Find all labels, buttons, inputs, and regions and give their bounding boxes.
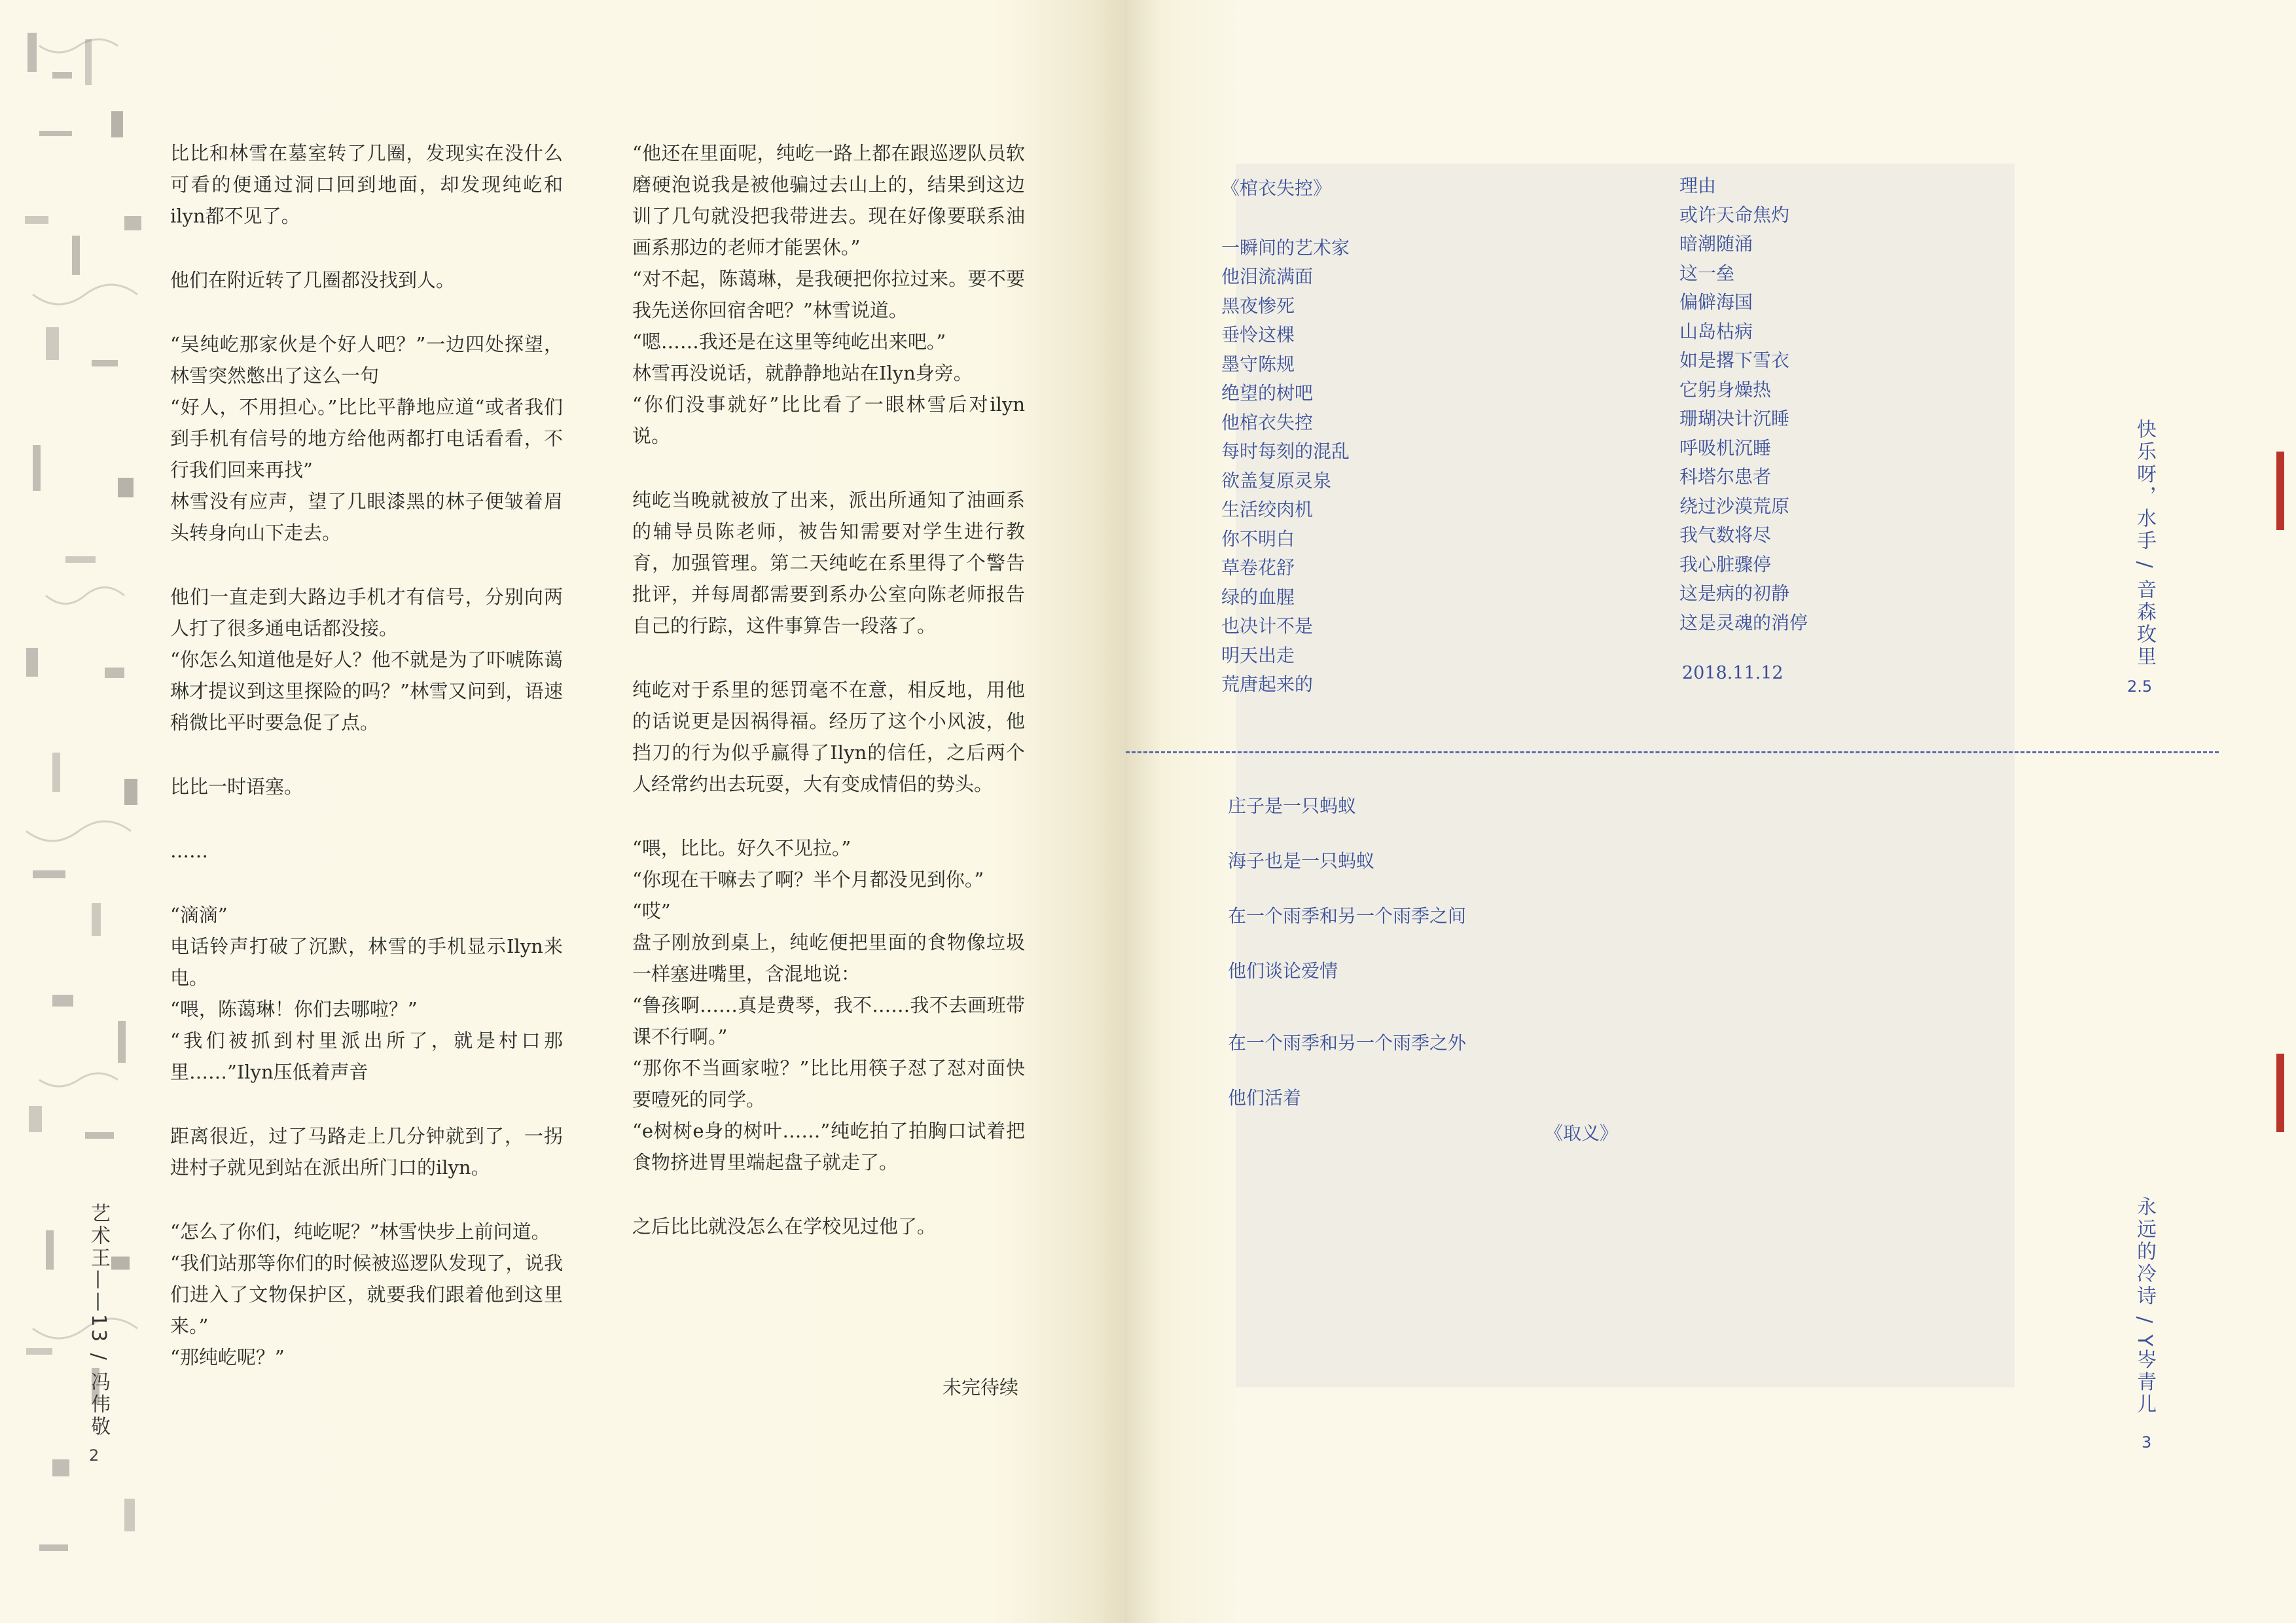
paragraph: 比比一时语塞。 (170, 776, 304, 798)
poem-line: 欲盖复原灵泉 (1221, 469, 1332, 491)
poem-line: 绝望的树吧 (1221, 382, 1314, 404)
right-section-number: 2.5 (2127, 677, 2153, 696)
poem-line: 他们谈论爱情 (1228, 960, 1338, 982)
paragraph: “喂，比比。好久不见拉。” (632, 837, 852, 859)
paragraph: “嗯……我还是在这里等纯屹出来吧。” (632, 330, 946, 353)
poem-line: 他泪流满面 (1221, 266, 1314, 287)
paragraph: “吴纯屹那家伙是个好人吧？”一边四处探望，林雪突然憋出了这么一句 (170, 333, 563, 387)
poem-line: 暗潮随涌 (1679, 233, 1753, 255)
poem-line: 这是病的初静 (1679, 582, 1790, 604)
story-column-1 (170, 137, 563, 1373)
paragraph: 林雪没有应声，望了几眼漆黑的林子便皱着眉头转身向山下走去。 (170, 490, 563, 544)
paragraph: “你怎么知道他是好人？他不就是为了吓唬陈蔼琳才提议到这里探险的吗？”林雪又问到，语速稍微比平时要急促了点。 (170, 649, 563, 734)
poem-line: 这是灵魂的消停 (1679, 611, 1808, 633)
poem-line: 理由 (1679, 175, 1717, 196)
paragraph: “那你不当画家啦？”比比用筷子怼了怼对面快要噎死的同学。 (632, 1057, 1025, 1111)
paragraph: “你现在干嘛去了啊？半个月都没见到你。” (632, 868, 984, 891)
paragraph: “怎么了你们，纯屹呢？”林雪快步上前问道。 (170, 1221, 550, 1243)
poem-line: 或许天命焦灼 (1679, 204, 1790, 226)
poem-2 (1228, 792, 1466, 1139)
right-running-title-2: 永远的冷诗 / Y岑青儿 (2133, 1196, 2156, 1416)
poem-line: 这一垒 (1679, 262, 1735, 284)
paragraph: “他还在里面呢，纯屹一路上都在跟巡逻队员软磨硬泡说我是被他骗过去山上的，结果到这边训了几句就没把我带进去。现在好像要联系油画系那边的老师才能罢休。” (632, 142, 1025, 259)
poem-line: 也决计不是 (1221, 615, 1314, 637)
paragraph: “我们站那等你们的时候被巡逻队发现了，说我们进入了文物保护区，就要我们跟着他到这里来。” (170, 1252, 563, 1337)
paragraph: “我们被抓到村里派出所了，就是村口那里……”Ilyn压低着声音 (170, 1029, 563, 1083)
poem-line: 绕过沙漠荒原 (1679, 495, 1790, 517)
poem-line: 他棺衣失控 (1221, 411, 1314, 433)
paragraph: 电话铃声打破了沉默，林雪的手机显示Ilyn来电。 (170, 935, 563, 989)
poem-line: 生活绞肉机 (1221, 499, 1314, 520)
poem-line: 在一个雨季和另一个雨季之间 (1228, 905, 1467, 927)
poem-line: 草卷花舒 (1221, 557, 1295, 579)
poem-line: 海子也是一只蚂蚁 (1228, 850, 1375, 872)
dashed-divider (1126, 751, 2219, 753)
poem-line: 在一个雨季和另一个雨季之外 (1228, 1032, 1467, 1054)
poem-line: 明天出走 (1221, 644, 1295, 666)
poem-line: 偏僻海国 (1679, 291, 1753, 313)
paragraph: 距离很近，过了马路走上几分钟就到了，一拐进村子就见到站在派出所门口的ilyn。 (170, 1125, 563, 1179)
paragraph: “滴滴” (170, 904, 228, 926)
paragraph: “那纯屹呢？” (170, 1346, 285, 1368)
poem-line: 科塔尔患者 (1679, 466, 1772, 488)
to-be-continued: 未完待续 (942, 1376, 1019, 1399)
paragraph: “哎” (632, 900, 671, 922)
paragraph: 纯屹对于系里的惩罚毫不在意，相反地，用他的话说更是因祸得福。经历了这个小风波，他挡刀的行为似乎赢得了Ilyn的信任，之后两个人经常约出去玩耍，大有变成情侣的势头。 (632, 679, 1025, 795)
poem-1-title: 《棺衣失控》 (1221, 177, 1332, 199)
poem-line: 呼吸机沉睡 (1679, 437, 1772, 459)
paragraph: “喂，陈蔼琳！你们去哪啦？” (170, 998, 418, 1020)
paragraph: 他们在附近转了几圈都没找到人。 (170, 269, 456, 291)
poem-line: 它躬身燥热 (1679, 378, 1772, 401)
poem-background-panel (1236, 164, 2015, 1387)
right-running-title-1: 快乐呀，水手 / 音森玫里 (2133, 419, 2156, 669)
paragraph: 纯屹当晚就被放了出来，派出所通知了油画系的辅导员陈老师，被告知需要对学生进行教育，加强管理。第二天纯屹在系里得了个警告批评，并每周都需要到系办公室向陈老师报告自己的行踪，这件事算告一段落了。 (632, 489, 1025, 637)
poem-line: 每时每刻的混乱 (1221, 440, 1350, 462)
paragraph: “对不起，陈蔼琳，是我硬把你拉过来。要不要我先送你回宿舍吧？”林雪说道。 (632, 268, 1025, 321)
poem-line: 庄子是一只蚂蚁 (1228, 795, 1357, 817)
poem-1-column-right (1679, 171, 1808, 637)
poem-line: 我气数将尽 (1679, 524, 1772, 546)
poem-line: 如是撂下雪衣 (1679, 349, 1790, 371)
paragraph: 盘子刚放到桌上，纯屹便把里面的食物像垃圾一样塞进嘴里，含混地说： (632, 931, 1025, 985)
poem-line: 你不明白 (1221, 527, 1295, 550)
poem-line: 我心脏骤停 (1679, 553, 1772, 575)
poem-line: 垂怜这棵 (1221, 324, 1295, 346)
left-running-title: 艺术王——13 / 冯伟敬 (87, 1203, 110, 1438)
paragraph: “鲁孩啊……真是费琴，我不……我不去画班带课不行啊。” (632, 994, 1025, 1048)
left-page (0, 0, 1127, 1623)
left-page-number: 2 (89, 1446, 99, 1465)
poem-2-title: 《取义》 (1545, 1122, 1619, 1144)
poem-line: 黑夜惨死 (1221, 294, 1295, 317)
paragraph: 他们一直走到大路边手机才有信号，分别向两人打了很多通电话都没接。 (170, 586, 563, 639)
paragraph: 之后比比就没怎么在学校见过他了。 (632, 1215, 937, 1238)
poem-line: 墨守陈规 (1221, 353, 1295, 375)
right-page-number: 3 (2142, 1433, 2152, 1452)
poem-line: 他们活着 (1228, 1087, 1302, 1109)
paragraph: “你们没事就好”比比看了一眼林雪后对ilyn说。 (632, 393, 1025, 447)
poem-1-column-left (1221, 174, 1350, 700)
edge-color-mark (2276, 452, 2284, 530)
poem-line: 山岛枯病 (1679, 320, 1753, 342)
edge-color-mark (2276, 1054, 2284, 1132)
paragraph: “e树树e身的树叶……”纯屹拍了拍胸口试着把食物挤进胃里端起盘子就走了。 (632, 1120, 1025, 1173)
paragraph: “好人，不用担心。”比比平静地应道“或者我们到手机有信号的地方给他两都打电话看看，不行我们回来再找” (170, 396, 563, 481)
story-column-2 (632, 137, 1025, 1242)
poem-line: 珊瑚决计沉睡 (1679, 408, 1790, 429)
poem-line: 一瞬间的艺术家 (1221, 236, 1350, 259)
scene-break: …… (170, 840, 208, 862)
poem-line: 荒唐起来的 (1221, 673, 1314, 695)
paragraph: 林雪再没说话，就静静地站在Ilyn身旁。 (632, 362, 973, 384)
poem-line: 绿的血腥 (1221, 586, 1295, 608)
paragraph: 比比和林雪在墓室转了几圈，发现实在没什么可看的便通过洞口回到地面，却发现纯屹和ilyn都不见了。 (170, 142, 563, 227)
poem-1-date: 2018.11.12 (1682, 663, 1784, 683)
